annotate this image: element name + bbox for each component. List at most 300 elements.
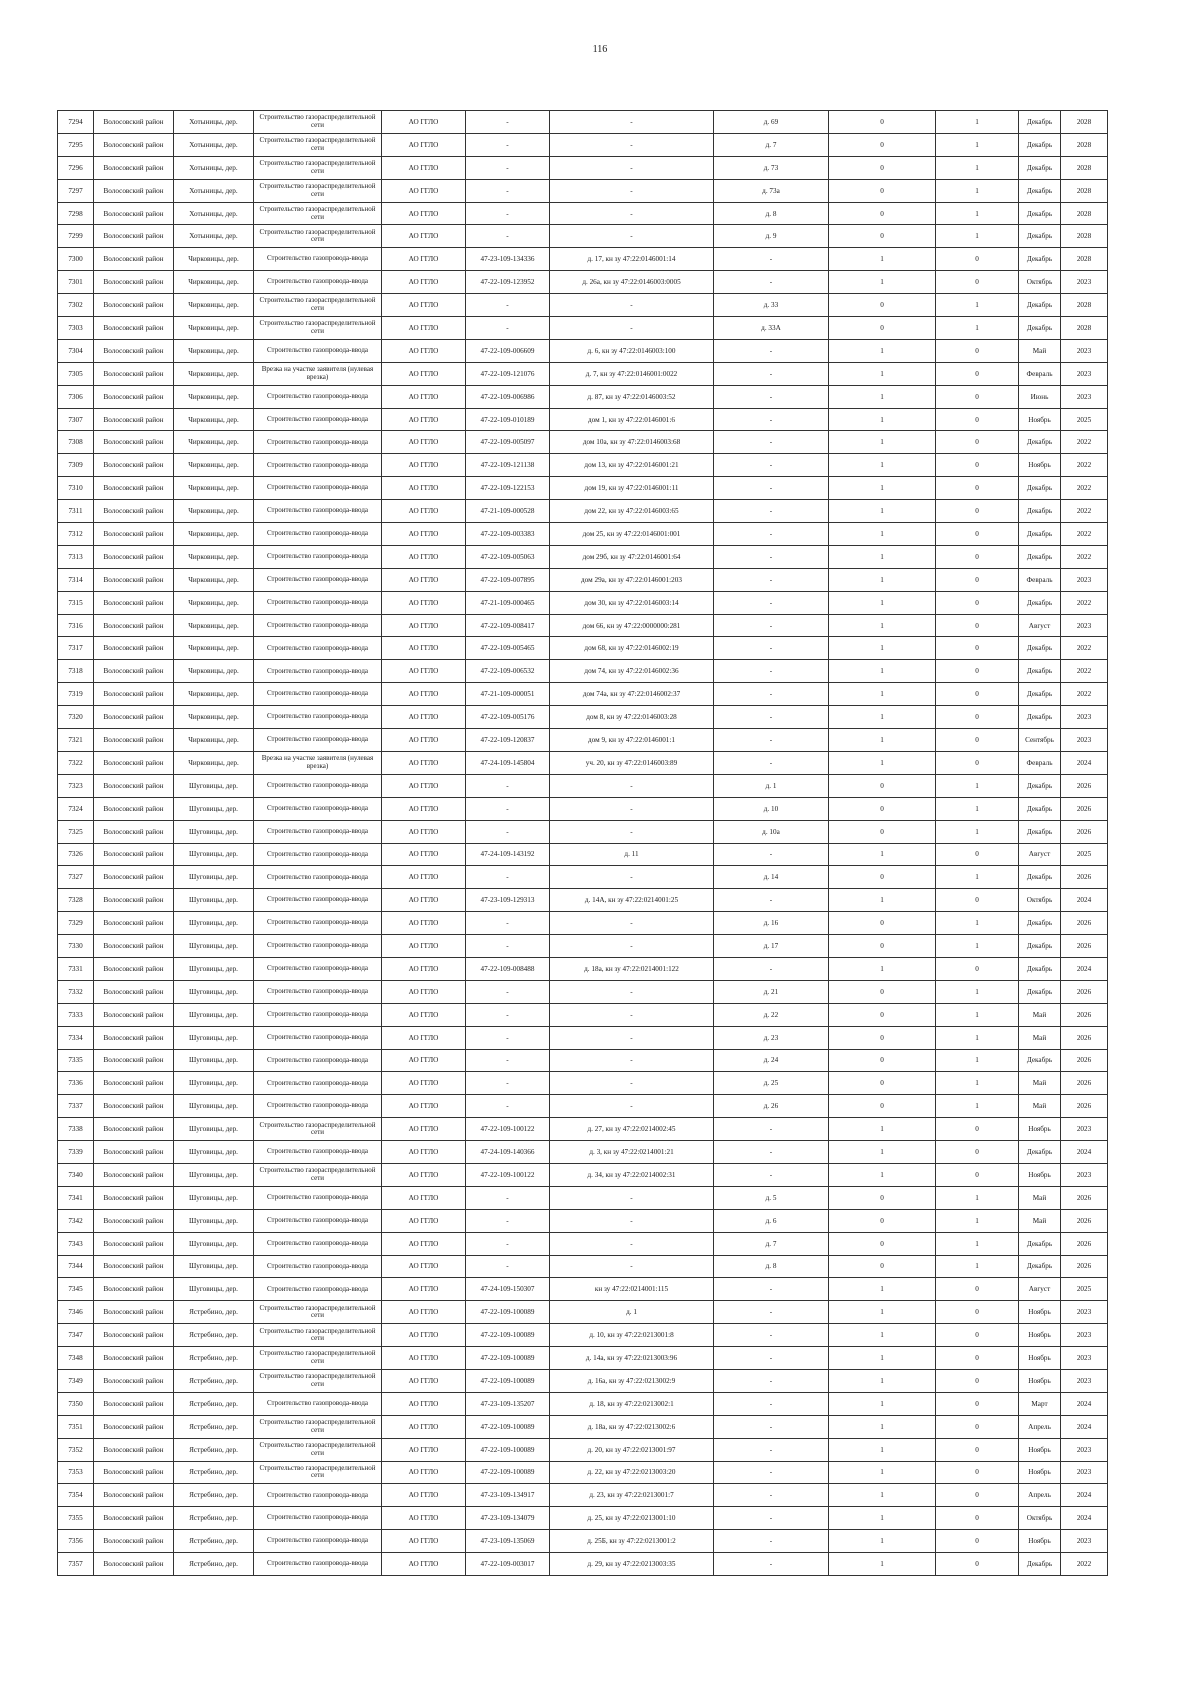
table-row	[58, 1141, 1108, 1164]
cell-settlement: Чирковицы, дер.	[174, 385, 254, 408]
cell-a: 1	[829, 1163, 936, 1186]
cell-a: 1	[829, 660, 936, 683]
cell-district: Волосовский район	[94, 637, 174, 660]
table-row	[58, 156, 1108, 179]
cell-settlement: Чирковицы, дер.	[174, 431, 254, 454]
cell-org: АО ГГЛО	[382, 591, 466, 614]
cell-house: -	[714, 1415, 829, 1438]
cell-a: 0	[829, 1095, 936, 1118]
cell-house: -	[714, 637, 829, 660]
cell-app: -	[466, 317, 550, 340]
cell-house: д. 26	[714, 1095, 829, 1118]
cell-app: -	[466, 225, 550, 248]
cell-b: 0	[936, 271, 1019, 294]
cell-district: Волосовский район	[94, 912, 174, 935]
cell-district: Волосовский район	[94, 1049, 174, 1072]
cell-house: -	[714, 568, 829, 591]
cell-month: Май	[1019, 1209, 1061, 1232]
cell-num: 7332	[58, 980, 94, 1003]
cell-work: Строительство газопровода-ввода	[254, 1553, 382, 1576]
table-row	[58, 820, 1108, 843]
cell-address: дом 74, кн зу 47:22:0146002:36	[550, 660, 714, 683]
cell-house: -	[714, 843, 829, 866]
cell-year: 2026	[1061, 1003, 1108, 1026]
table-row	[58, 1553, 1108, 1576]
cell-house: -	[714, 339, 829, 362]
cell-month: Декабрь	[1019, 797, 1061, 820]
cell-district: Волосовский район	[94, 477, 174, 500]
cell-a: 0	[829, 294, 936, 317]
cell-month: Декабрь	[1019, 500, 1061, 523]
cell-org: АО ГГЛО	[382, 1003, 466, 1026]
cell-settlement: Ястребино, дер.	[174, 1484, 254, 1507]
cell-a: 1	[829, 889, 936, 912]
cell-num: 7313	[58, 545, 94, 568]
cell-year: 2022	[1061, 591, 1108, 614]
cell-b: 0	[936, 1278, 1019, 1301]
cell-month: Декабрь	[1019, 683, 1061, 706]
cell-house: -	[714, 1324, 829, 1347]
cell-org: АО ГГЛО	[382, 1209, 466, 1232]
cell-org: АО ГГЛО	[382, 1392, 466, 1415]
cell-month: Ноябрь	[1019, 1163, 1061, 1186]
cell-work: Строительство газопровода-ввода	[254, 1209, 382, 1232]
cell-org: АО ГГЛО	[382, 1369, 466, 1392]
cell-a: 1	[829, 568, 936, 591]
cell-address: д. 3, кн зу 47:22:0214001:21	[550, 1141, 714, 1164]
cell-district: Волосовский район	[94, 1461, 174, 1484]
cell-settlement: Чирковицы, дер.	[174, 729, 254, 752]
cell-settlement: Ястребино, дер.	[174, 1438, 254, 1461]
table-row	[58, 1278, 1108, 1301]
table-row	[58, 1347, 1108, 1370]
cell-year: 2026	[1061, 774, 1108, 797]
cell-district: Волосовский район	[94, 957, 174, 980]
cell-b: 0	[936, 591, 1019, 614]
cell-work: Строительство газораспределительной сети	[254, 294, 382, 317]
cell-org: АО ГГЛО	[382, 1347, 466, 1370]
cell-house: -	[714, 545, 829, 568]
cell-b: 1	[936, 774, 1019, 797]
cell-address: дом 9, кн зу 47:22:0146001:1	[550, 729, 714, 752]
cell-settlement: Чирковицы, дер.	[174, 568, 254, 591]
cell-year: 2026	[1061, 820, 1108, 843]
table-row	[58, 1392, 1108, 1415]
cell-district: Волосовский район	[94, 889, 174, 912]
cell-work: Строительство газопровода-ввода	[254, 820, 382, 843]
cell-address: дом 30, кн зу 47:22:0146003:14	[550, 591, 714, 614]
cell-address: -	[550, 225, 714, 248]
table-row	[58, 637, 1108, 660]
cell-month: Декабрь	[1019, 156, 1061, 179]
cell-b: 1	[936, 1003, 1019, 1026]
cell-num: 7321	[58, 729, 94, 752]
cell-work: Строительство газораспределительной сети	[254, 202, 382, 225]
cell-app: -	[466, 1255, 550, 1278]
cell-org: АО ГГЛО	[382, 408, 466, 431]
cell-month: Декабрь	[1019, 1141, 1061, 1164]
table-row	[58, 1003, 1108, 1026]
cell-address: д. 26а, кн зу 47:22:0146003:0005	[550, 271, 714, 294]
cell-work: Строительство газопровода-ввода	[254, 523, 382, 546]
cell-settlement: Чирковицы, дер.	[174, 523, 254, 546]
table-row	[58, 1438, 1108, 1461]
cell-org: АО ГГЛО	[382, 1438, 466, 1461]
cell-settlement: Шуговицы, дер.	[174, 1141, 254, 1164]
cell-month: Декабрь	[1019, 637, 1061, 660]
cell-app: 47-21-109-000465	[466, 591, 550, 614]
cell-house: д. 8	[714, 202, 829, 225]
cell-district: Волосовский район	[94, 751, 174, 774]
cell-a: 0	[829, 1003, 936, 1026]
cell-district: Волосовский район	[94, 1278, 174, 1301]
cell-app: 47-22-109-005063	[466, 545, 550, 568]
cell-work: Строительство газопровода-ввода	[254, 957, 382, 980]
cell-settlement: Шуговицы, дер.	[174, 774, 254, 797]
cell-settlement: Хотыницы, дер.	[174, 156, 254, 179]
cell-b: 1	[936, 202, 1019, 225]
table-row	[58, 362, 1108, 385]
cell-app: 47-22-109-006532	[466, 660, 550, 683]
cell-org: АО ГГЛО	[382, 1232, 466, 1255]
cell-district: Волосовский район	[94, 1072, 174, 1095]
cell-app: -	[466, 1026, 550, 1049]
cell-a: 1	[829, 1553, 936, 1576]
cell-a: 0	[829, 1255, 936, 1278]
cell-address: д. 34, кн зу 47:22:0214002:31	[550, 1163, 714, 1186]
cell-work: Строительство газораспределительной сети	[254, 156, 382, 179]
cell-app: 47-24-109-143192	[466, 843, 550, 866]
cell-year: 2028	[1061, 317, 1108, 340]
cell-house: д. 24	[714, 1049, 829, 1072]
cell-org: АО ГГЛО	[382, 1301, 466, 1324]
cell-district: Волосовский район	[94, 843, 174, 866]
cell-address: -	[550, 912, 714, 935]
cell-settlement: Чирковицы, дер.	[174, 660, 254, 683]
cell-b: 0	[936, 751, 1019, 774]
cell-district: Волосовский район	[94, 317, 174, 340]
cell-org: АО ГГЛО	[382, 156, 466, 179]
cell-org: АО ГГЛО	[382, 545, 466, 568]
cell-house: -	[714, 1530, 829, 1553]
cell-num: 7354	[58, 1484, 94, 1507]
cell-a: 1	[829, 408, 936, 431]
cell-work: Строительство газораспределительной сети	[254, 1301, 382, 1324]
cell-district: Волосовский район	[94, 614, 174, 637]
cell-house: д. 7	[714, 1232, 829, 1255]
cell-work: Строительство газопровода-ввода	[254, 1072, 382, 1095]
table-row	[58, 1415, 1108, 1438]
cell-num: 7347	[58, 1324, 94, 1347]
cell-b: 0	[936, 1301, 1019, 1324]
cell-address: дом 74а, кн зу 47:22:0146002:37	[550, 683, 714, 706]
cell-district: Волосовский район	[94, 133, 174, 156]
cell-district: Волосовский район	[94, 660, 174, 683]
cell-app: -	[466, 179, 550, 202]
cell-house: -	[714, 408, 829, 431]
cell-district: Волосовский район	[94, 568, 174, 591]
cell-app: 47-22-109-100089	[466, 1347, 550, 1370]
cell-work: Строительство газораспределительной сети	[254, 133, 382, 156]
cell-house: -	[714, 248, 829, 271]
cell-district: Волосовский район	[94, 111, 174, 134]
cell-b: 1	[936, 225, 1019, 248]
cell-month: Февраль	[1019, 751, 1061, 774]
cell-work: Строительство газопровода-ввода	[254, 1003, 382, 1026]
table-row	[58, 523, 1108, 546]
cell-num: 7324	[58, 797, 94, 820]
cell-house: -	[714, 431, 829, 454]
cell-house: д. 33	[714, 294, 829, 317]
cell-district: Волосовский район	[94, 729, 174, 752]
cell-app: 47-22-109-005465	[466, 637, 550, 660]
gasification-registry-table	[57, 110, 1108, 1576]
cell-house: -	[714, 1369, 829, 1392]
cell-address: дом 13, кн зу 47:22:0146001:21	[550, 454, 714, 477]
cell-address: -	[550, 179, 714, 202]
cell-year: 2022	[1061, 454, 1108, 477]
cell-settlement: Шуговицы, дер.	[174, 1026, 254, 1049]
cell-address: д. 22, кн зу 47:22:0213003:20	[550, 1461, 714, 1484]
cell-address: д. 25Б, кн зу 47:22:0213001:2	[550, 1530, 714, 1553]
cell-year: 2023	[1061, 614, 1108, 637]
cell-house: -	[714, 614, 829, 637]
cell-district: Волосовский район	[94, 1438, 174, 1461]
cell-house: д. 22	[714, 1003, 829, 1026]
cell-district: Волосовский район	[94, 1553, 174, 1576]
cell-app: 47-22-109-123952	[466, 271, 550, 294]
cell-month: Декабрь	[1019, 477, 1061, 500]
cell-app: 47-22-109-005097	[466, 431, 550, 454]
cell-b: 0	[936, 523, 1019, 546]
cell-month: Апрель	[1019, 1484, 1061, 1507]
cell-address: кн зу 47:22:0214001:115	[550, 1278, 714, 1301]
cell-year: 2028	[1061, 156, 1108, 179]
cell-month: Декабрь	[1019, 133, 1061, 156]
cell-num: 7310	[58, 477, 94, 500]
cell-address: д. 6, кн зу 47:22:0146003:100	[550, 339, 714, 362]
cell-a: 1	[829, 477, 936, 500]
cell-year: 2022	[1061, 637, 1108, 660]
cell-num: 7309	[58, 454, 94, 477]
cell-num: 7306	[58, 385, 94, 408]
cell-app: 47-24-109-140366	[466, 1141, 550, 1164]
cell-year: 2024	[1061, 1507, 1108, 1530]
cell-district: Волосовский район	[94, 1141, 174, 1164]
cell-num: 7302	[58, 294, 94, 317]
cell-month: Декабрь	[1019, 294, 1061, 317]
cell-org: АО ГГЛО	[382, 820, 466, 843]
cell-work: Строительство газопровода-ввода	[254, 1530, 382, 1553]
cell-district: Волосовский район	[94, 202, 174, 225]
cell-house: -	[714, 1118, 829, 1141]
cell-month: Декабрь	[1019, 545, 1061, 568]
cell-settlement: Шуговицы, дер.	[174, 1003, 254, 1026]
cell-address: д. 87, кн зу 47:22:0146003:52	[550, 385, 714, 408]
cell-year: 2028	[1061, 179, 1108, 202]
cell-b: 1	[936, 820, 1019, 843]
cell-b: 1	[936, 1095, 1019, 1118]
cell-org: АО ГГЛО	[382, 1163, 466, 1186]
cell-year: 2023	[1061, 1438, 1108, 1461]
cell-num: 7323	[58, 774, 94, 797]
table-row	[58, 935, 1108, 958]
cell-year: 2026	[1061, 980, 1108, 1003]
cell-b: 0	[936, 545, 1019, 568]
cell-district: Волосовский район	[94, 339, 174, 362]
cell-settlement: Шуговицы, дер.	[174, 912, 254, 935]
cell-app: -	[466, 1095, 550, 1118]
cell-org: АО ГГЛО	[382, 111, 466, 134]
cell-year: 2023	[1061, 729, 1108, 752]
cell-address: дом 8, кн зу 47:22:0146003:28	[550, 706, 714, 729]
cell-a: 1	[829, 683, 936, 706]
table-row	[58, 500, 1108, 523]
cell-num: 7294	[58, 111, 94, 134]
cell-work: Строительство газопровода-ввода	[254, 408, 382, 431]
cell-work: Строительство газопровода-ввода	[254, 545, 382, 568]
cell-b: 1	[936, 179, 1019, 202]
table-row	[58, 1484, 1108, 1507]
cell-month: Декабрь	[1019, 660, 1061, 683]
cell-app: 47-22-109-100122	[466, 1118, 550, 1141]
cell-year: 2028	[1061, 225, 1108, 248]
cell-org: АО ГГЛО	[382, 1255, 466, 1278]
cell-settlement: Чирковицы, дер.	[174, 500, 254, 523]
table-row	[58, 866, 1108, 889]
cell-address: -	[550, 156, 714, 179]
cell-month: Май	[1019, 1095, 1061, 1118]
cell-address: дом 1, кн зу 47:22:0146001:6	[550, 408, 714, 431]
table-row	[58, 1461, 1108, 1484]
cell-year: 2026	[1061, 1026, 1108, 1049]
cell-num: 7296	[58, 156, 94, 179]
cell-address: -	[550, 111, 714, 134]
cell-month: Май	[1019, 1003, 1061, 1026]
cell-num: 7318	[58, 660, 94, 683]
cell-work: Строительство газораспределительной сети	[254, 1438, 382, 1461]
table-row	[58, 1186, 1108, 1209]
cell-settlement: Шуговицы, дер.	[174, 866, 254, 889]
cell-b: 0	[936, 1163, 1019, 1186]
table-row	[58, 271, 1108, 294]
cell-b: 1	[936, 980, 1019, 1003]
cell-work: Строительство газопровода-ввода	[254, 660, 382, 683]
cell-address: д. 25, кн зу 47:22:0213001:10	[550, 1507, 714, 1530]
cell-work: Строительство газопровода-ввода	[254, 1484, 382, 1507]
cell-org: АО ГГЛО	[382, 568, 466, 591]
cell-num: 7342	[58, 1209, 94, 1232]
cell-work: Строительство газопровода-ввода	[254, 1232, 382, 1255]
cell-year: 2024	[1061, 957, 1108, 980]
table-row	[58, 1232, 1108, 1255]
cell-work: Строительство газораспределительной сети	[254, 1163, 382, 1186]
cell-work: Строительство газопровода-ввода	[254, 454, 382, 477]
cell-settlement: Шуговицы, дер.	[174, 1186, 254, 1209]
cell-settlement: Ястребино, дер.	[174, 1347, 254, 1370]
cell-house: д. 9	[714, 225, 829, 248]
cell-address: д. 17, кн зу 47:22:0146001:14	[550, 248, 714, 271]
table-row	[58, 339, 1108, 362]
cell-work: Строительство газопровода-ввода	[254, 248, 382, 271]
cell-district: Волосовский район	[94, 1118, 174, 1141]
cell-settlement: Чирковицы, дер.	[174, 454, 254, 477]
cell-a: 1	[829, 1324, 936, 1347]
cell-address: -	[550, 1095, 714, 1118]
cell-address: д. 20, кн зу 47:22:0213001:97	[550, 1438, 714, 1461]
cell-b: 0	[936, 1438, 1019, 1461]
cell-address: -	[550, 1026, 714, 1049]
cell-b: 0	[936, 1484, 1019, 1507]
table-row	[58, 1507, 1108, 1530]
cell-num: 7348	[58, 1347, 94, 1370]
cell-app: 47-22-109-100122	[466, 1163, 550, 1186]
cell-house: -	[714, 385, 829, 408]
cell-house: -	[714, 477, 829, 500]
cell-month: Июнь	[1019, 385, 1061, 408]
cell-app: 47-22-109-010189	[466, 408, 550, 431]
cell-a: 1	[829, 248, 936, 271]
cell-work: Строительство газопровода-ввода	[254, 477, 382, 500]
cell-org: АО ГГЛО	[382, 1507, 466, 1530]
cell-house: д. 17	[714, 935, 829, 958]
cell-address: -	[550, 980, 714, 1003]
cell-work: Строительство газопровода-ввода	[254, 935, 382, 958]
cell-month: Ноябрь	[1019, 1347, 1061, 1370]
cell-house: -	[714, 1278, 829, 1301]
cell-house: -	[714, 729, 829, 752]
cell-work: Строительство газопровода-ввода	[254, 339, 382, 362]
cell-month: Февраль	[1019, 362, 1061, 385]
cell-a: 1	[829, 1369, 936, 1392]
cell-org: АО ГГЛО	[382, 385, 466, 408]
cell-app: 47-22-109-100089	[466, 1415, 550, 1438]
cell-address: дом 68, кн зу 47:22:0146002:19	[550, 637, 714, 660]
cell-b: 0	[936, 706, 1019, 729]
cell-house: д. 69	[714, 111, 829, 134]
cell-month: Декабрь	[1019, 179, 1061, 202]
cell-a: 0	[829, 820, 936, 843]
cell-settlement: Чирковицы, дер.	[174, 477, 254, 500]
cell-a: 1	[829, 1347, 936, 1370]
cell-a: 0	[829, 912, 936, 935]
cell-house: -	[714, 362, 829, 385]
cell-org: АО ГГЛО	[382, 866, 466, 889]
cell-year: 2023	[1061, 1530, 1108, 1553]
cell-work: Строительство газопровода-ввода	[254, 729, 382, 752]
cell-address: д. 14А, кн зу 47:22:0214001:25	[550, 889, 714, 912]
cell-year: 2024	[1061, 751, 1108, 774]
cell-app: 47-22-109-003017	[466, 1553, 550, 1576]
cell-num: 7299	[58, 225, 94, 248]
cell-address: д. 7, кн зу 47:22:0146001:0022	[550, 362, 714, 385]
cell-app: 47-21-109-000528	[466, 500, 550, 523]
cell-settlement: Шуговицы, дер.	[174, 1163, 254, 1186]
cell-address: д. 11	[550, 843, 714, 866]
cell-year: 2023	[1061, 339, 1108, 362]
cell-org: АО ГГЛО	[382, 1095, 466, 1118]
cell-year: 2023	[1061, 1324, 1108, 1347]
cell-b: 0	[936, 408, 1019, 431]
table-row	[58, 683, 1108, 706]
cell-b: 0	[936, 1141, 1019, 1164]
cell-app: 47-22-109-008488	[466, 957, 550, 980]
cell-org: АО ГГЛО	[382, 912, 466, 935]
cell-house: -	[714, 1484, 829, 1507]
cell-app: -	[466, 202, 550, 225]
cell-house: -	[714, 591, 829, 614]
cell-house: -	[714, 1141, 829, 1164]
